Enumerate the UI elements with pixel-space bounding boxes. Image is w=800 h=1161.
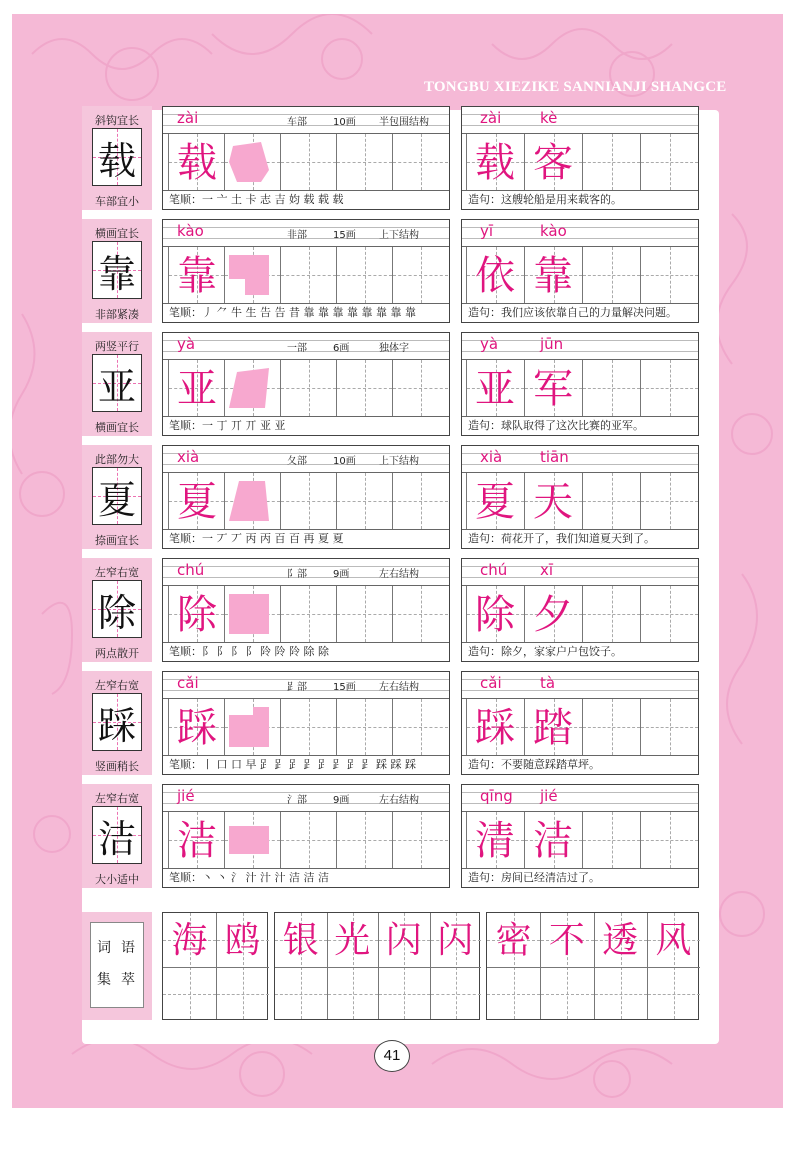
vocab-label-column <box>82 912 152 1020</box>
writing-cell <box>582 134 640 190</box>
word-character: 军 <box>533 366 573 412</box>
vocab-character: 闪 <box>385 920 422 961</box>
character-practice-panel <box>162 558 450 662</box>
writing-tip-bottom: 两点散开 <box>95 647 139 660</box>
tip-column <box>82 106 152 210</box>
writing-cell <box>640 247 698 303</box>
trace-shape <box>229 594 269 634</box>
stroke-order: 笔顺：丿 ⺈ 牛 生 告 告 昔 靠 靠 靠 靠 靠 靠 靠 靠 <box>169 306 416 319</box>
writing-tip-top: 横画宜长 <box>95 227 139 240</box>
vocab-character: 风 <box>655 920 692 961</box>
word-character: 载 <box>475 140 515 186</box>
writing-cell <box>640 586 698 642</box>
character-pinyin: yà <box>177 335 196 353</box>
word-pinyin: xī <box>540 561 554 579</box>
model-character: 洁 <box>97 816 136 861</box>
word-pinyin: xià <box>480 448 503 466</box>
word-grid <box>462 246 698 304</box>
character-block <box>82 445 699 549</box>
character-block <box>82 219 699 323</box>
word-character: 夕 <box>533 592 573 638</box>
page-number: 41 <box>374 1040 410 1072</box>
word-character: 洁 <box>533 818 573 864</box>
radical-label: 夂部 <box>287 456 307 467</box>
vocab-word-box <box>162 912 268 1020</box>
character-pinyin: kào <box>177 222 204 240</box>
word-pinyin: kè <box>540 109 558 127</box>
word-pinyin: zài <box>480 109 502 127</box>
word-character: 清 <box>475 818 515 864</box>
traced-character: 踩 <box>177 705 217 751</box>
writing-cell <box>280 247 336 303</box>
word-pinyin: qīng <box>480 787 513 805</box>
stroke-order: 笔顺：一 丆 丆 丙 丙 百 百 再 夏 夏 <box>169 532 344 545</box>
vocab-section <box>82 912 699 1020</box>
word-practice-panel <box>461 784 699 888</box>
radical-label: 车部 <box>287 117 307 128</box>
tip-column <box>82 219 152 323</box>
example-sentence: 造句：房间已经清洁过了。 <box>468 871 600 884</box>
writing-tip-bottom: 横画宜长 <box>95 421 139 434</box>
radical-label: 非部 <box>287 230 307 241</box>
vocab-character: 鸥 <box>224 920 261 961</box>
stroke-count: 10画 <box>333 117 356 128</box>
word-grid <box>462 472 698 530</box>
word-grid <box>462 359 698 417</box>
writing-cell <box>392 247 448 303</box>
word-pinyin: cǎi <box>480 674 502 692</box>
model-character: 载 <box>97 138 136 183</box>
writing-cell <box>582 473 640 529</box>
word-pinyin: yà <box>480 335 499 353</box>
word-pinyin: jié <box>540 787 558 805</box>
model-character: 夏 <box>97 477 136 522</box>
tip-column <box>82 445 152 549</box>
writing-cell <box>582 586 640 642</box>
character-practice-panel <box>162 332 450 436</box>
character-pinyin: cǎi <box>177 674 199 692</box>
word-pinyin: tiān <box>540 448 569 466</box>
writing-cell <box>582 812 640 868</box>
traced-character: 洁 <box>177 818 217 864</box>
word-grid <box>462 811 698 869</box>
vocab-character: 不 <box>548 920 585 961</box>
pinyin-row <box>163 559 449 585</box>
writing-tip-top: 此部勿大 <box>95 453 139 466</box>
character-practice-panel <box>162 106 450 210</box>
writing-tip-bottom: 车部宜小 <box>95 195 139 208</box>
writing-tip-top: 左窄右宽 <box>95 566 139 579</box>
word-pinyin-row <box>462 559 698 585</box>
writing-tip-bottom: 非部紧凑 <box>95 308 139 321</box>
writing-cell <box>280 360 336 416</box>
practice-grid <box>163 133 449 191</box>
word-pinyin-row <box>462 672 698 698</box>
writing-tip-bottom: 竖画稍长 <box>95 760 139 773</box>
writing-tip-top: 两竖平行 <box>95 340 139 353</box>
example-sentence: 造句：球队取得了这次比赛的亚军。 <box>468 419 644 432</box>
vocab-character: 密 <box>495 920 532 961</box>
character-pinyin: jié <box>177 787 195 805</box>
writing-cell <box>336 134 392 190</box>
vocab-character: 透 <box>602 920 639 961</box>
writing-cell <box>582 699 640 755</box>
model-character-box <box>92 128 142 186</box>
word-practice-panel <box>461 219 699 323</box>
writing-cell <box>336 586 392 642</box>
writing-cell <box>640 812 698 868</box>
vocab-word-box <box>486 912 699 1020</box>
stroke-count: 15画 <box>333 230 356 241</box>
vocab-label-char: 词 <box>97 940 111 956</box>
radical-label: 一部 <box>287 343 307 354</box>
word-character: 天 <box>533 479 573 525</box>
character-practice-panel <box>162 784 450 888</box>
vocab-label-char: 萃 <box>121 972 135 988</box>
practice-grid <box>163 359 449 417</box>
word-grid <box>462 133 698 191</box>
practice-grid <box>163 472 449 530</box>
radical-label: 阝部 <box>287 569 307 580</box>
writing-cell <box>336 360 392 416</box>
word-pinyin-row <box>462 785 698 811</box>
word-pinyin: tà <box>540 674 556 692</box>
character-pinyin: zài <box>177 109 199 127</box>
writing-tip-bottom: 捺画宜长 <box>95 534 139 547</box>
practice-grid <box>163 585 449 643</box>
writing-cell <box>392 360 448 416</box>
word-pinyin: kào <box>540 222 567 240</box>
vocab-character: 海 <box>171 920 208 961</box>
writing-tip-top: 斜钩宜长 <box>95 114 139 127</box>
structure-label: 左右结构 <box>379 682 419 693</box>
word-character: 除 <box>475 592 515 638</box>
writing-cell <box>280 586 336 642</box>
word-pinyin-row <box>462 333 698 359</box>
word-pinyin-row <box>462 446 698 472</box>
writing-cell <box>392 699 448 755</box>
word-pinyin-row <box>462 107 698 133</box>
character-pinyin: xià <box>177 448 200 466</box>
writing-tip-bottom: 大小适中 <box>95 873 139 886</box>
traced-character: 靠 <box>177 253 217 299</box>
word-practice-panel <box>461 558 699 662</box>
stroke-order: 笔顺：一 亠 土 卡 志 吉 㚬 载 载 载 <box>169 193 344 206</box>
pinyin-row <box>163 785 449 811</box>
tip-column <box>82 784 152 888</box>
structure-label: 上下结构 <box>379 230 419 241</box>
traced-character: 载 <box>177 140 217 186</box>
vocab-character: 银 <box>282 920 319 961</box>
structure-label: 上下结构 <box>379 456 419 467</box>
traced-character: 亚 <box>177 366 217 412</box>
stroke-count: 9画 <box>333 795 350 806</box>
writing-cell <box>392 134 448 190</box>
writing-cell <box>336 812 392 868</box>
writing-cell <box>582 360 640 416</box>
writing-cell <box>336 247 392 303</box>
model-character-box <box>92 806 142 864</box>
stroke-order: 笔顺：丶 丶 氵 汁 汁 汁 洁 洁 洁 <box>169 871 329 884</box>
stroke-order: 笔顺：一 丁 丌 丌 亚 亚 <box>169 419 286 432</box>
writing-tip-top: 左窄右宽 <box>95 792 139 805</box>
pinyin-row <box>163 333 449 359</box>
word-character: 踩 <box>475 705 515 751</box>
stroke-count: 9画 <box>333 569 350 580</box>
traced-character: 除 <box>177 592 217 638</box>
writing-cell <box>640 699 698 755</box>
character-block <box>82 332 699 436</box>
writing-cell <box>336 473 392 529</box>
pinyin-row <box>163 107 449 133</box>
word-pinyin-row <box>462 220 698 246</box>
tip-column <box>82 558 152 662</box>
model-character-box <box>92 693 142 751</box>
stroke-order: 笔顺：丨 口 口 早 𧾷 𧾷 𧾷 𧾷 𧾷 𧾷 𧾷 𧾷 踩 踩 踩 <box>169 758 416 771</box>
vocab-label-char: 集 <box>97 972 111 988</box>
character-block <box>82 558 699 662</box>
word-character: 依 <box>475 253 515 299</box>
practice-grid <box>163 246 449 304</box>
word-practice-panel <box>461 445 699 549</box>
writing-cell <box>582 247 640 303</box>
word-character: 夏 <box>475 479 515 525</box>
practice-grid <box>163 698 449 756</box>
model-character-box <box>92 354 142 412</box>
radical-label: 氵部 <box>287 795 307 806</box>
word-character: 客 <box>533 140 573 186</box>
model-character: 除 <box>97 590 136 635</box>
word-character: 靠 <box>533 253 573 299</box>
word-pinyin: yī <box>480 222 494 240</box>
example-sentence: 造句：不要随意踩踏草坪。 <box>468 758 600 771</box>
writing-cell <box>280 812 336 868</box>
model-character: 靠 <box>97 251 136 296</box>
example-sentence: 造句：除夕，家家户户包饺子。 <box>468 645 622 658</box>
vocab-character: 闪 <box>437 920 474 961</box>
word-character: 亚 <box>475 366 515 412</box>
character-practice-panel <box>162 445 450 549</box>
radical-label: 𧾷部 <box>287 682 307 693</box>
stroke-count: 10画 <box>333 456 356 467</box>
writing-cell <box>280 134 336 190</box>
vocab-label-char: 语 <box>121 940 135 956</box>
word-practice-panel <box>461 671 699 775</box>
traced-character: 夏 <box>177 479 217 525</box>
writing-cell <box>392 473 448 529</box>
writing-tip-top: 左窄右宽 <box>95 679 139 692</box>
stroke-count: 6画 <box>333 343 350 354</box>
character-pinyin: chú <box>177 561 205 579</box>
model-character-box <box>92 241 142 299</box>
word-character: 踏 <box>533 705 573 751</box>
model-character-box <box>92 467 142 525</box>
model-character: 亚 <box>97 364 136 409</box>
writing-cell <box>392 812 448 868</box>
page-header-title: TONGBU XIEZIKE SANNIANJI SHANGCE <box>424 79 727 95</box>
structure-label: 左右结构 <box>379 795 419 806</box>
model-character-box <box>92 580 142 638</box>
character-block <box>82 671 699 775</box>
character-block <box>82 106 699 210</box>
character-practice-panel <box>162 671 450 775</box>
character-block <box>82 784 699 888</box>
structure-label: 左右结构 <box>379 569 419 580</box>
word-pinyin: chú <box>480 561 508 579</box>
vocab-label-box <box>90 922 144 1008</box>
word-grid <box>462 585 698 643</box>
tip-column <box>82 332 152 436</box>
writing-cell <box>640 134 698 190</box>
practice-grid <box>163 811 449 869</box>
writing-cell <box>280 699 336 755</box>
tip-column <box>82 671 152 775</box>
model-character: 踩 <box>97 703 136 748</box>
word-practice-panel <box>461 106 699 210</box>
stroke-order: 笔顺：阝 阝 阝 阝 阾 阾 阾 除 除 <box>169 645 329 658</box>
writing-cell <box>392 586 448 642</box>
character-practice-panel <box>162 219 450 323</box>
stroke-count: 15画 <box>333 682 356 693</box>
word-practice-panel <box>461 332 699 436</box>
pinyin-row <box>163 220 449 246</box>
structure-label: 半包围结构 <box>379 117 429 128</box>
example-sentence: 造句：我们应该依靠自己的力量解决问题。 <box>468 306 677 319</box>
word-pinyin: jūn <box>540 335 564 353</box>
vocab-character: 光 <box>334 920 371 961</box>
structure-label: 独体字 <box>379 343 409 354</box>
writing-cell <box>640 360 698 416</box>
word-grid <box>462 698 698 756</box>
example-sentence: 造句：这艘轮船是用来载客的。 <box>468 193 622 206</box>
writing-cell <box>280 473 336 529</box>
writing-cell <box>640 473 698 529</box>
pinyin-row <box>163 446 449 472</box>
vocab-word-box <box>274 912 480 1020</box>
example-sentence: 造句：荷花开了，我们知道夏天到了。 <box>468 532 655 545</box>
writing-cell <box>336 699 392 755</box>
pinyin-row <box>163 672 449 698</box>
